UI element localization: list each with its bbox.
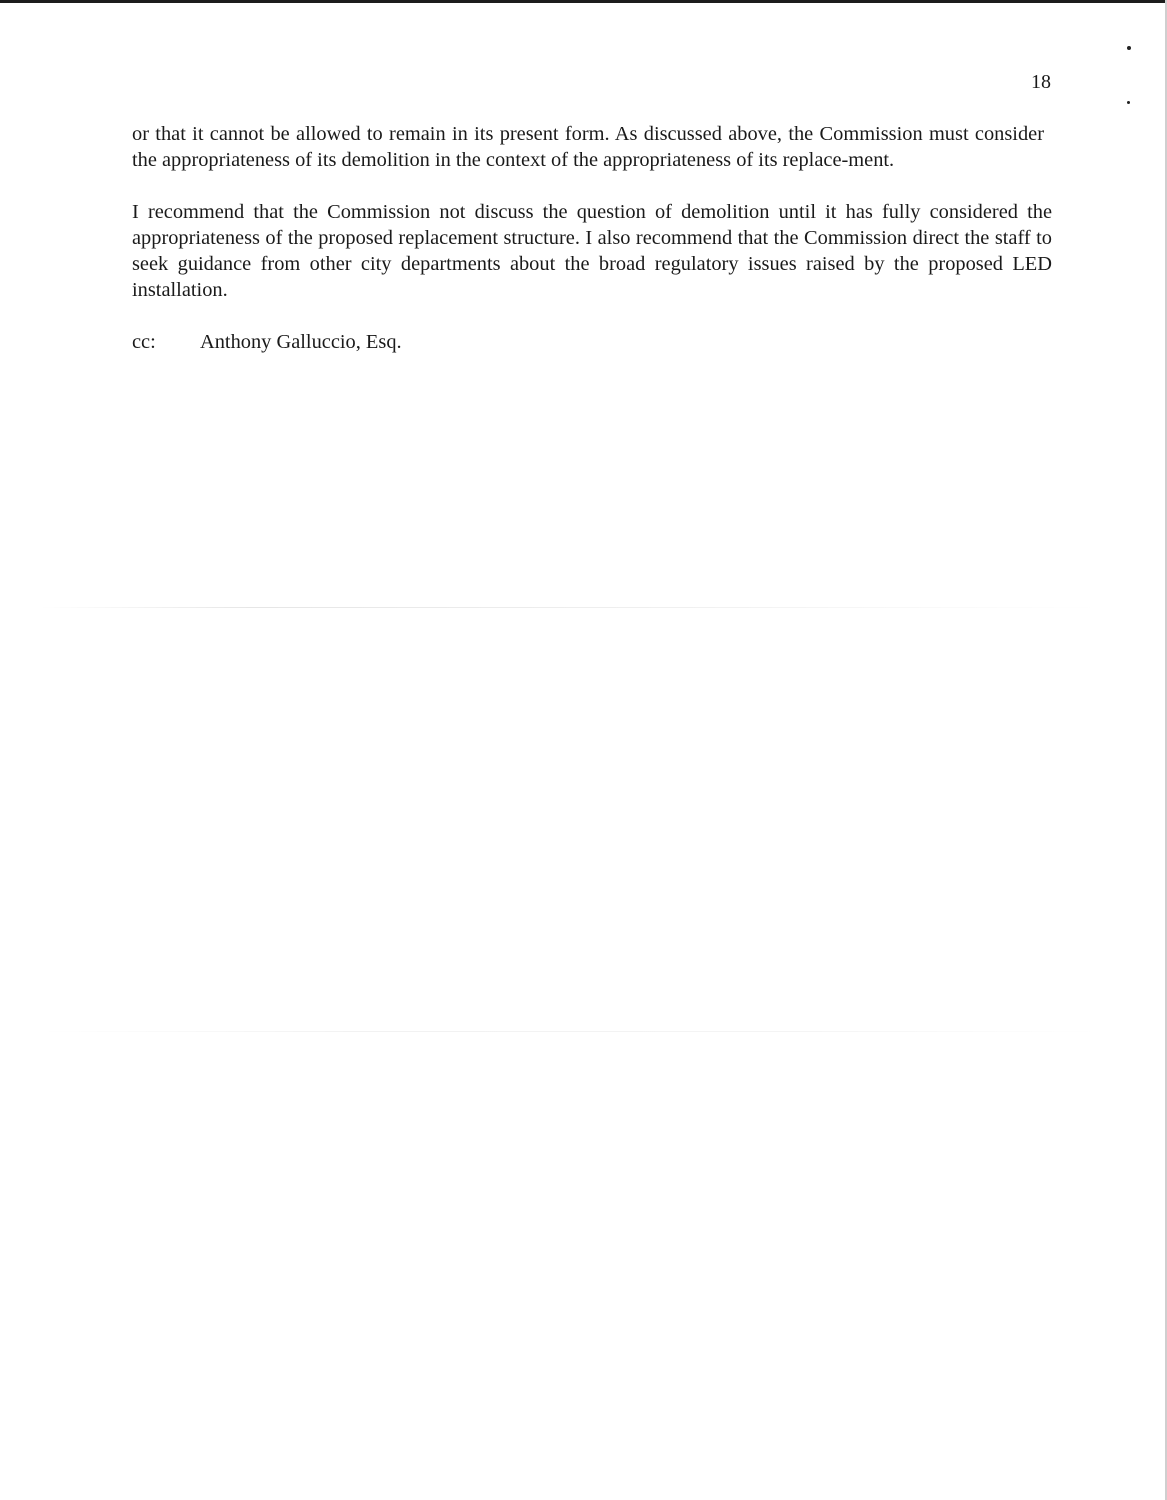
scan-speck	[1127, 46, 1131, 50]
cc-recipient: Anthony Galluccio, Esq.	[200, 331, 402, 353]
page-number: 18	[1031, 71, 1051, 93]
paragraph-recommendation: I recommend that the Commission not discuss the question of demolition until it has fully considered the appropriateness of the proposed replacement structure. I also recommend that the Commission direct the staff to seek guidance from other city departments about the broad regulatory issues raised by the proposed LED installation.	[132, 201, 1052, 301]
scan-speck	[1127, 101, 1130, 104]
scan-artifact-line	[40, 1031, 1100, 1032]
paragraph-demolition-context: or that it cannot be allowed to remain in its present form. As discussed above, the Commission must consider the appropriateness of its demolition in the context of the appropriateness of its replace-ment.	[132, 123, 1044, 171]
cc-label: cc:	[132, 331, 156, 353]
document-body	[132, 121, 1052, 355]
scan-artifact-line	[40, 607, 1100, 608]
scan-border-top	[0, 0, 1167, 3]
cc-line	[132, 329, 1052, 355]
